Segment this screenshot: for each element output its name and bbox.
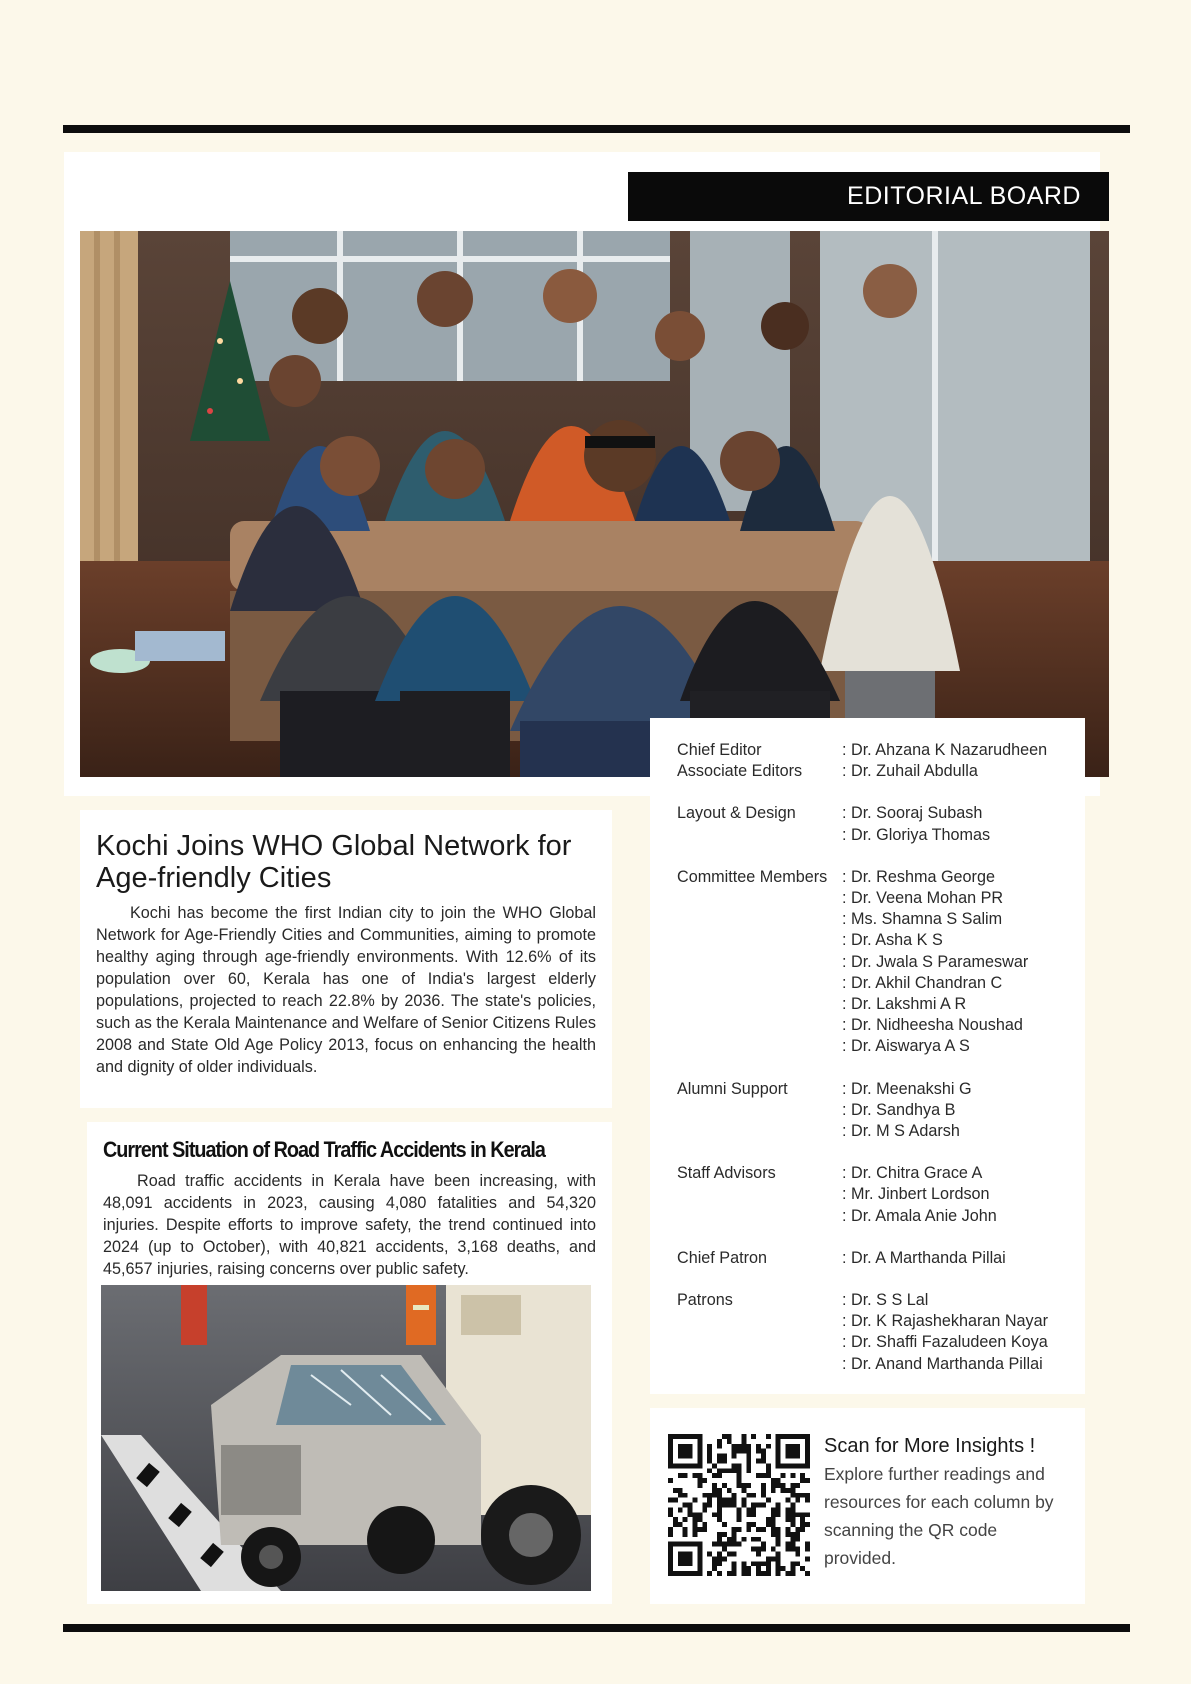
bottom-rule (63, 1624, 1130, 1632)
role-label: Associate Editors (677, 762, 803, 781)
member-name: : Dr. Gloriya Thomas (842, 825, 990, 846)
role-staff-advisors (677, 1163, 1059, 1227)
role-chief-editor (677, 740, 1059, 761)
member-name: : Dr. Lakshmi A R (842, 994, 1028, 1015)
role-patrons (677, 1290, 1059, 1375)
member-name: : Dr. Nidheesha Noushad (842, 1015, 1028, 1036)
role-label: Chief Patron (677, 1248, 767, 1267)
article-age-friendly-cities (80, 810, 612, 1108)
member-name: : Dr. Shaffi Fazaludeen Koya (842, 1332, 1048, 1353)
qr-body: Explore further readings and resources for each column by scanning the QR code provided. (824, 1464, 1054, 1568)
role-names (842, 1079, 972, 1143)
role-names (842, 1248, 1006, 1269)
top-rule (63, 125, 1130, 133)
article1-body: Kochi has become the first Indian city to join the WHO Global Network for Age-Friendly Cities and Communities, aiming to promote healthy aging through age-friendly environments. With 12.6% of its population over 60, Kerala has one of India's largest elderly populations, projected to reach 22.8% by 2036. The state's policies, such as the Kerala Maintenance and Welfare of Senior Citizens Rules 2008 and State Old Age Policy 2013, focus on enhancing the health and dignity of older individuals. (96, 904, 596, 1076)
member-name: : Dr. S S Lal (842, 1290, 1048, 1311)
role-names (842, 740, 1047, 761)
qr-code-icon[interactable] (668, 1434, 810, 1576)
member-name: : Dr. Zuhail Abdulla (842, 761, 978, 782)
article1-title: Kochi Joins WHO Global Network for Age-friendly Cities (96, 830, 572, 894)
role-label: Alumni Support (677, 1079, 788, 1098)
group-photo-icon (80, 231, 1109, 777)
role-names (842, 761, 978, 782)
qr-text (824, 1432, 1074, 1572)
role-label: Staff Advisors (677, 1164, 776, 1183)
role-names (842, 867, 1028, 1058)
qr-code-graphic (668, 1434, 810, 1576)
editorial-board-list (650, 718, 1085, 1394)
member-name: : Dr. Ahzana K Nazarudheen (842, 740, 1047, 761)
member-name: : Dr. Akhil Chandran C (842, 973, 1028, 994)
role-label: Committee Members (677, 867, 828, 886)
role-names (842, 1290, 1048, 1375)
role-label: Layout & Design (677, 804, 796, 823)
role-committee-members (677, 867, 1059, 1058)
member-name: : Dr. M S Adarsh (842, 1121, 972, 1142)
section-title: EDITORIAL BOARD (847, 182, 1081, 210)
role-names (842, 1163, 997, 1227)
role-associate-editors (677, 761, 1059, 782)
article-road-accidents (87, 1122, 612, 1604)
member-name: : Dr. Sandhya B (842, 1100, 972, 1121)
member-name: : Dr. Asha K S (842, 930, 1028, 951)
crash-photo (101, 1285, 591, 1591)
member-name: : Dr. Meenakshi G (842, 1079, 972, 1100)
member-name: : Dr. Aiswarya A S (842, 1036, 1028, 1057)
role-label: Patrons (677, 1291, 733, 1310)
member-name: : Dr. Sooraj Subash (842, 803, 990, 824)
role-names (842, 803, 990, 845)
article2-body: Road traffic accidents in Kerala have been increasing, with 48,091 accidents in 2023, causing 4,080 fatalities and 54,320 injuries. Despite efforts to improve safety, the trend continued into 2024 (up to October), with 40,821 accidents, 3,168 deaths, and 45,657 injuries, raising concerns over public safety. (103, 1172, 596, 1278)
car-crash-photo-icon (101, 1285, 591, 1591)
member-name: : Mr. Jinbert Lordson (842, 1184, 997, 1205)
member-name: : Dr. Reshma George (842, 867, 1028, 888)
qr-title: Scan for More Insights ! (824, 1435, 1036, 1457)
member-name: : Dr. A Marthanda Pillai (842, 1248, 1006, 1269)
role-label: Chief Editor (677, 741, 762, 759)
team-photo (80, 231, 1109, 777)
member-name: : Dr. Chitra Grace A (842, 1163, 997, 1184)
member-name: : Dr. K Rajashekharan Nayar (842, 1311, 1048, 1332)
member-name: : Ms. Shamna S Salim (842, 909, 1028, 930)
section-title-bar (628, 172, 1109, 221)
member-name: : Dr. Anand Marthanda Pillai (842, 1354, 1048, 1375)
member-name: : Dr. Amala Anie John (842, 1206, 997, 1227)
role-chief-patron (677, 1248, 1059, 1269)
role-alumni-support (677, 1079, 1059, 1143)
role-layout-design (677, 803, 1059, 845)
member-name: : Dr. Jwala S Parameswar (842, 952, 1028, 973)
qr-card (650, 1408, 1085, 1604)
article2-title: Current Situation of Road Traffic Accidents in Kerala (103, 1137, 545, 1162)
member-name: : Dr. Veena Mohan PR (842, 888, 1028, 909)
